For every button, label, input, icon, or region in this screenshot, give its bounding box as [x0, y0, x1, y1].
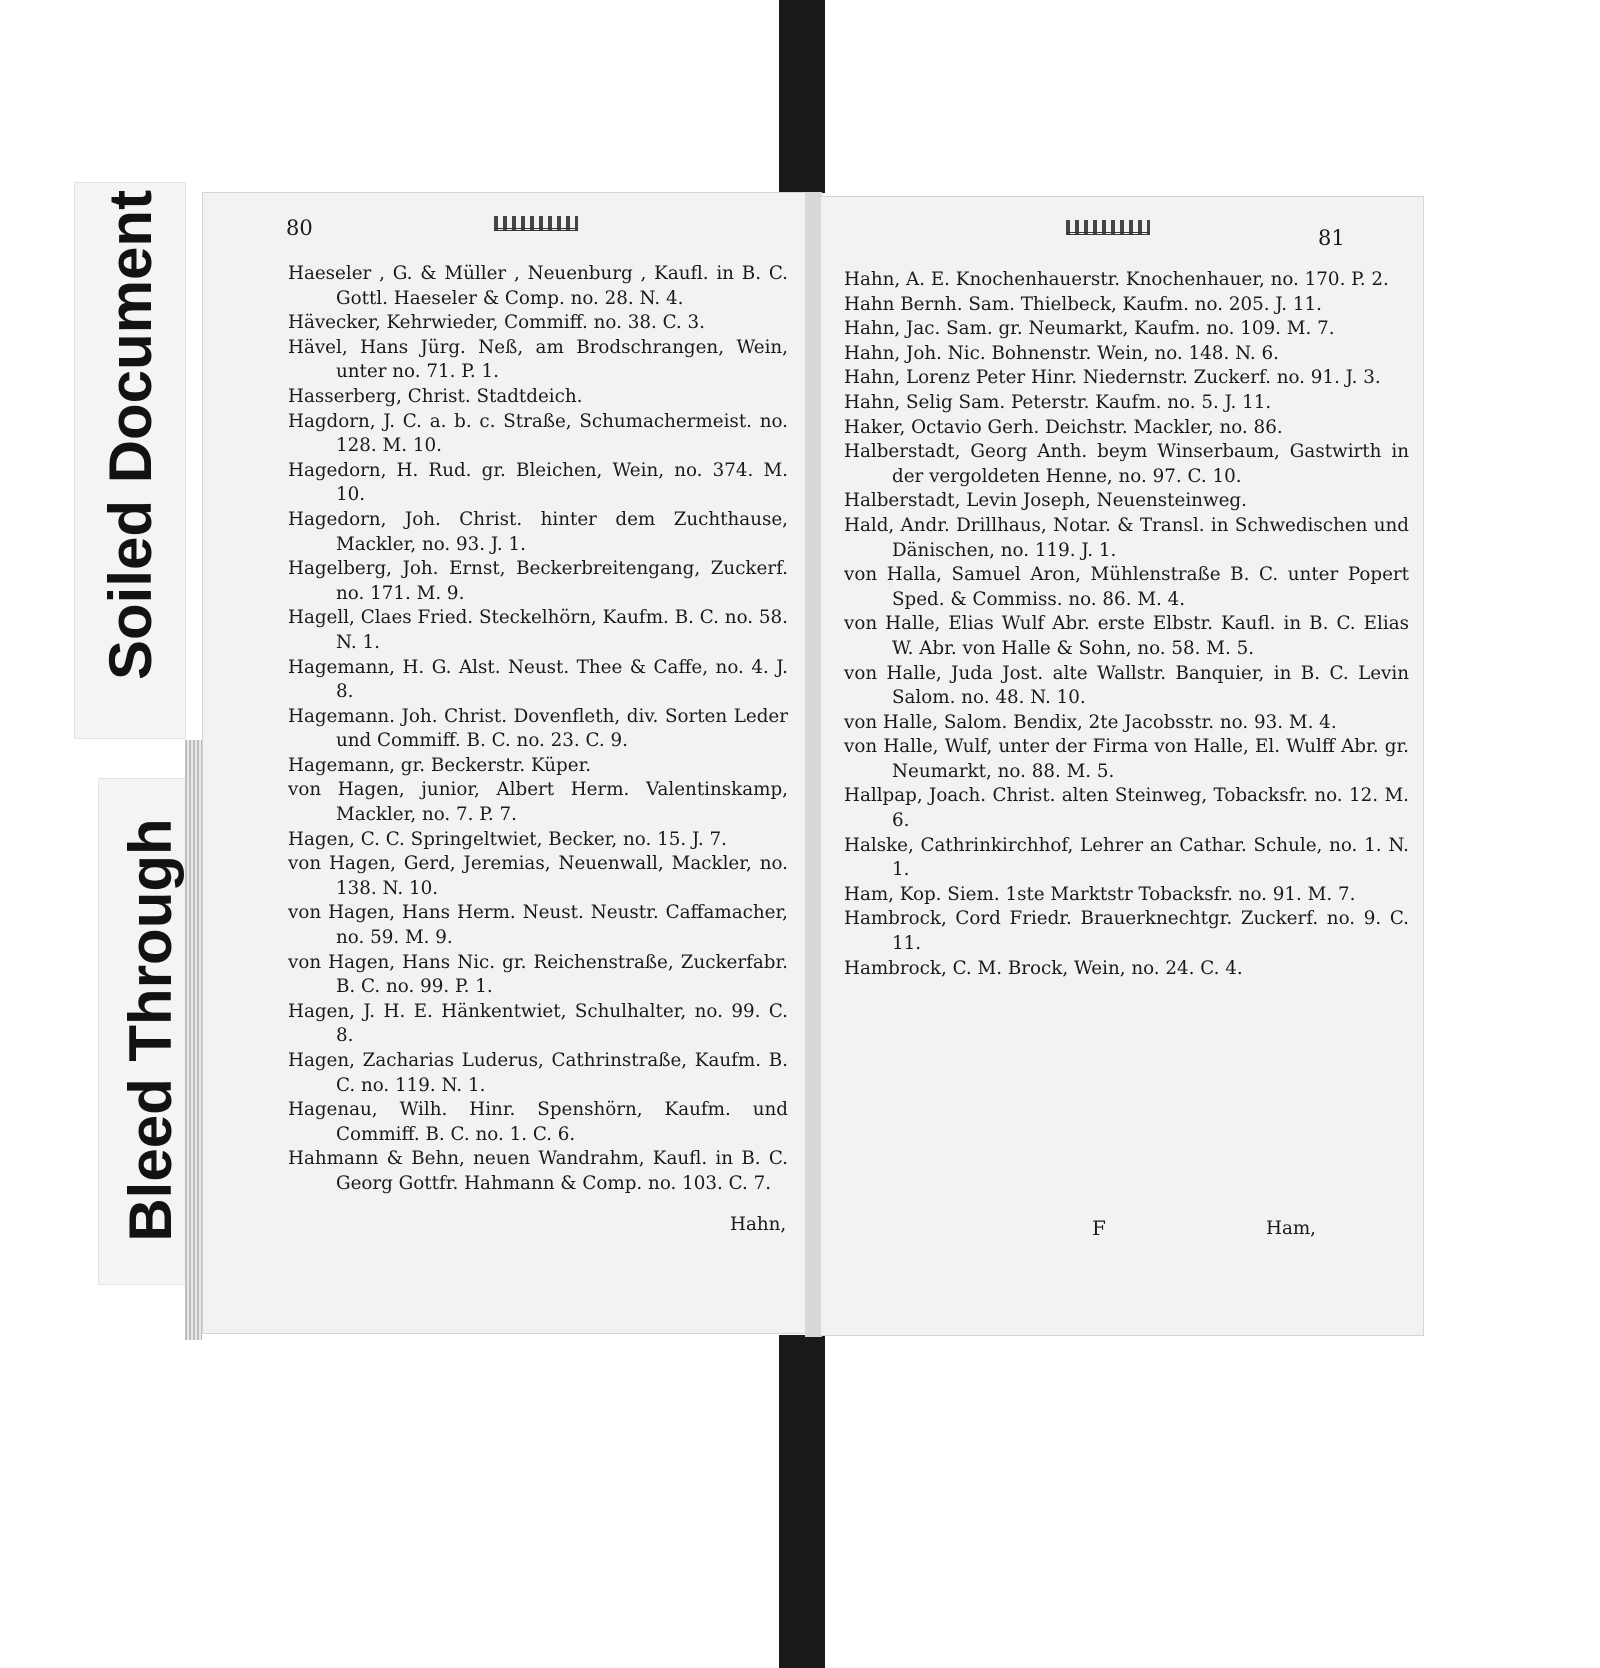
list-item: Hahn, Jac. Sam. gr. Neumarkt, Kaufm. no. 109. M. 7. [844, 318, 1335, 340]
list-item: von Hagen, Gerd, Jeremias, Neuenwall, Mackler, no. 138. N. 10. [288, 853, 788, 899]
list-item: Haker, Octavio Gerh. Deichstr. Mackler, no. 86. [844, 416, 1283, 438]
list-item: Hagemann, gr. Beckerstr. Küper. [288, 754, 592, 776]
signature-mark: F [1092, 1216, 1106, 1240]
bleed-through-label: Bleed Through [117, 818, 184, 1242]
list-item: von Hagen, Hans Herm. Neust. Neustr. Caffamacher, no. 59. M. 9. [288, 902, 788, 949]
list-item: Halberstadt, Levin Joseph, Neuensteinweg. [844, 490, 1247, 512]
list-item: Haeseler , G. & Müller , Neuenburg , Kaufl. in B. C. Gottl. Haeseler & Comp. no. 28. N. 4. [288, 263, 788, 309]
soiled-document-label: Soiled Document [97, 189, 164, 680]
list-item: Ham, Kop. Siem. 1ste Marktstr Tobacksfr. no. 91. M. 7. [844, 883, 1356, 905]
header-ornament-icon [494, 216, 578, 238]
header-ornament-icon [1066, 220, 1150, 242]
list-item: Hävecker, Kehrwieder, Commiff. no. 38. C. 3. [288, 312, 705, 334]
list-item: Hahn Bernh. Sam. Thielbeck, Kaufm. no. 205. J. 11. [844, 293, 1322, 315]
list-item: von Halle, Juda Jost. alte Wallstr. Banquier, in B. C. Levin Salom. no. 48. N. 10. [844, 662, 1409, 709]
list-item: Hagedorn, Joh. Christ. hinter dem Zuchthause, Mackler, no. 93. J. 1. [288, 508, 788, 555]
list-item: Hagemann. Joh. Christ. Dovenfleth, div. Sorten Leder und Commiff. B. C. no. 23. C. 9. [288, 705, 788, 752]
list-item: von Hagen, Hans Nic. gr. Reichenstraße, Zuckerfabr. B. C. no. 99. P. 1. [288, 951, 788, 998]
spine-bar-bottom [779, 1335, 825, 1668]
entry-list-left [288, 262, 788, 1197]
list-item: Hahmann & Behn, neuen Wandrahm, Kaufl. in B. C. Georg Gottfr. Hahmann & Comp. no. 103. C. 7. [288, 1148, 788, 1194]
page-edge-stack [185, 740, 202, 1340]
list-item: Hagell, Claes Fried. Steckelhörn, Kaufm. B. C. no. 58. N. 1. [288, 607, 788, 653]
list-item: Halske, Cathrinkirchhof, Lehrer an Cathar. Schule, no. 1. N. 1. [844, 834, 1409, 881]
list-item: Hagen, C. C. Springeltwiet, Becker, no. 15. J. 7. [288, 828, 727, 850]
list-item: Hallpap, Joach. Christ. alten Steinweg, Tobacksfr. no. 12. M. 6. [844, 785, 1409, 832]
catchword-right: Ham, [1266, 1218, 1316, 1239]
list-item: Hasserberg, Christ. Stadtdeich. [288, 385, 583, 407]
list-item: Hahn, A. E. Knochenhauerstr. Knochenhauer, no. 170. P. 2. [844, 269, 1389, 290]
list-item: Hagen, Zacharias Luderus, Cathrinstraße, Kaufm. B. C. no. 119. N. 1. [288, 1050, 788, 1096]
list-item: Hagemann, H. G. Alst. Neust. Thee & Caffe, no. 4. J. 8. [288, 656, 788, 703]
list-item: von Halle, Wulf, unter der Firma von Halle, El. Wulff Abr. gr. Neumarkt, no. 88. M. 5. [844, 736, 1409, 782]
list-item: von Hagen, junior, Albert Herm. Valentinskamp, Mackler, no. 7. P. 7. [288, 779, 788, 826]
list-item: Hahn, Selig Sam. Peterstr. Kaufm. no. 5. J. 11. [844, 391, 1272, 413]
list-item: Hagenau, Wilh. Hinr. Spenshörn, Kaufm. und Commiff. B. C. no. 1. C. 6. [288, 1099, 788, 1145]
left-page [202, 192, 807, 1334]
list-item: Hagedorn, H. Rud. gr. Bleichen, Wein, no. 374. M. 10. [288, 459, 788, 506]
page-number-left: 80 [286, 216, 313, 240]
entry-list-right [844, 268, 1409, 981]
catchword-left: Hahn, [730, 1214, 787, 1235]
list-item: Hagdorn, J. C. a. b. c. Straße, Schumachermeist. no. 128. M. 10. [288, 410, 788, 457]
page-number-right: 81 [1318, 226, 1345, 250]
right-page [820, 196, 1424, 1336]
spine-bar-top [779, 0, 825, 193]
list-item: Hävel, Hans Jürg. Neß, am Brodschrangen, Wein, unter no. 71. P. 1. [288, 336, 788, 383]
list-item: Hambrock, C. M. Brock, Wein, no. 24. C. 4. [844, 957, 1243, 979]
list-item: Hagelberg, Joh. Ernst, Beckerbreitengang, Zuckerf. no. 171. M. 9. [288, 558, 788, 604]
list-item: Hambrock, Cord Friedr. Brauerknechtgr. Zuckerf. no. 9. C. 11. [844, 908, 1409, 955]
list-item: Hald, Andr. Drillhaus, Notar. & Transl. in Schwedischen und Dänischen, no. 119. J. 1. [844, 514, 1409, 561]
list-item: von Halle, Salom. Bendix, 2te Jacobsstr. no. 93. M. 4. [844, 711, 1337, 733]
list-item: Hagen, J. H. E. Hänkentwiet, Schulhalter, no. 99. C. 8. [288, 1000, 788, 1047]
list-item: Hahn, Lorenz Peter Hinr. Niedernstr. Zuckerf. no. 91. J. 3. [844, 367, 1381, 389]
list-item: von Halla, Samuel Aron, Mühlenstraße B. C. unter Popert Sped. & Commiss. no. 86. M. 4. [844, 564, 1409, 610]
list-item: Halberstadt, Georg Anth. beym Winserbaum, Gastwirth in der vergoldeten Henne, no. 97. C. 10. [844, 441, 1409, 487]
list-item: von Halle, Elias Wulf Abr. erste Elbstr. Kaufl. in B. C. Elias W. Abr. von Halle & Sohn, no. 58. M. 5. [844, 613, 1409, 659]
list-item: Hahn, Joh. Nic. Bohnenstr. Wein, no. 148. N. 6. [844, 342, 1279, 364]
